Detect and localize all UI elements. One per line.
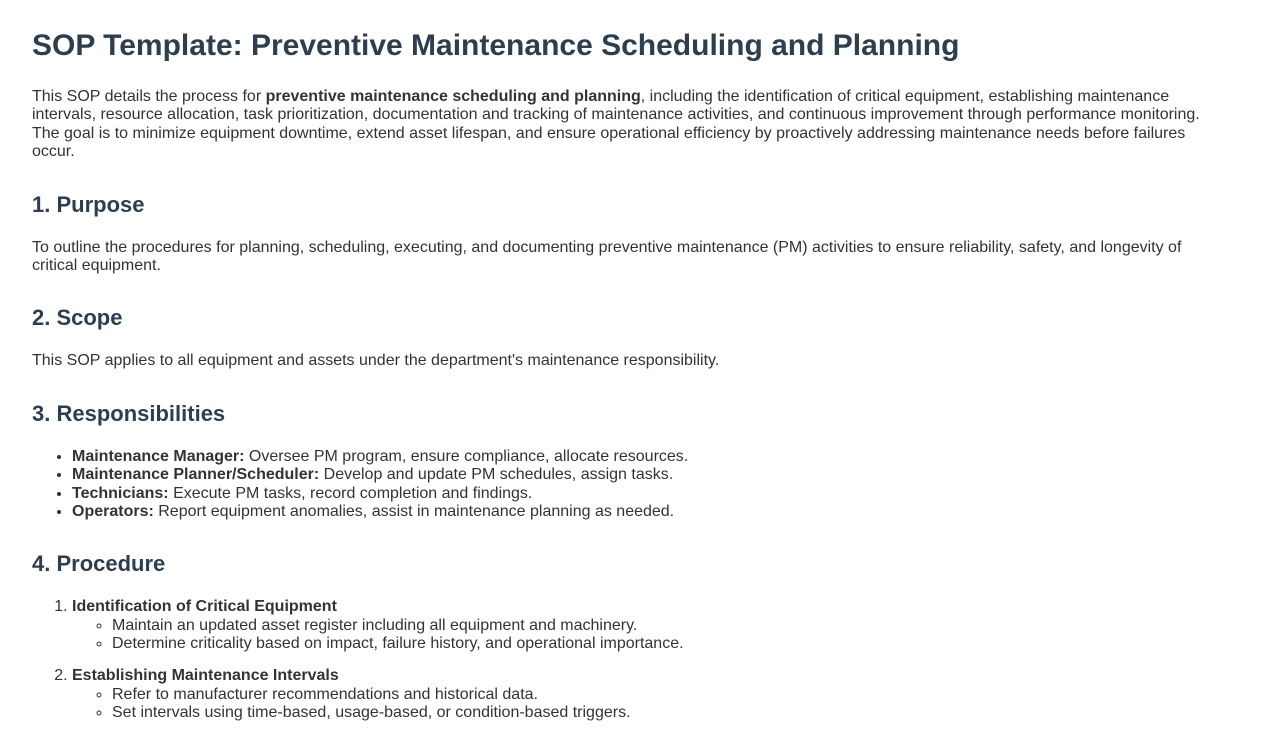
procedure-item-title: Identification of Critical Equipment bbox=[72, 598, 337, 616]
page-title: SOP Template: Preventive Maintenance Scheduling and Planning bbox=[32, 29, 960, 62]
procedure-sublist bbox=[72, 686, 1231, 723]
responsibilities-list bbox=[32, 448, 1231, 522]
procedure-item-title: Establishing Maintenance Intervals bbox=[72, 667, 339, 685]
procedure-substep: ◦ Refer to manufacturer recommendations and historical data. bbox=[112, 686, 1231, 704]
procedure-heading: 4. Procedure bbox=[32, 551, 166, 577]
list-item bbox=[72, 448, 1231, 466]
procedure-substep: ◦ Set intervals using time-based, usage-based, or condition-based triggers. bbox=[112, 704, 1231, 722]
list-item bbox=[72, 485, 1231, 503]
intro-bold-phrase: preventive maintenance scheduling and planning bbox=[265, 88, 641, 105]
procedure-item bbox=[72, 598, 1231, 653]
purpose-paragraph: To outline the procedures for planning, scheduling, executing, and documenting preventive maintenance (PM) activities to ensure reliability, safety, and longevity of critical equipment. bbox=[32, 238, 1182, 274]
responsibility-label: Maintenance Manager: bbox=[72, 447, 245, 465]
scope-heading: 2. Scope bbox=[32, 305, 123, 331]
procedure-sublist bbox=[72, 617, 1231, 654]
responsibility-label: Technicians: bbox=[72, 484, 169, 502]
responsibility-text: Develop and update PM schedules, assign tasks. bbox=[319, 466, 674, 484]
procedure-substep: ◦ Determine criticality based on impact, failure history, and operational importance. bbox=[112, 635, 1231, 653]
procedure-substep: ◦ Maintain an updated asset register including all equipment and machinery. bbox=[112, 617, 1231, 635]
responsibility-label: Maintenance Planner/Scheduler: bbox=[72, 466, 320, 484]
list-item bbox=[72, 466, 1231, 484]
sop-document bbox=[0, 28, 1263, 723]
responsibility-label: Operators: bbox=[72, 502, 154, 520]
responsibility-text: Report equipment anomalies, assist in maintenance planning as needed. bbox=[153, 502, 675, 520]
intro-paragraph bbox=[32, 88, 1231, 162]
list-item bbox=[72, 503, 1231, 521]
purpose-heading: 1. Purpose bbox=[32, 191, 145, 217]
intro-text-after: , including the identification of critical equipment, establishing maintenance intervals, resource allocation, task prioritization, documentation and tracking of maintenance activities, and continuous improvement through performance monitoring. The goal is to minimize equipment downtime, extend asset lifespan, and ensure operational efficiency by proactively addressing maintenance needs before failures occur. bbox=[32, 88, 1200, 161]
responsibility-text: Execute PM tasks, record completion and findings. bbox=[168, 484, 533, 502]
intro-text-before: This SOP details the process for bbox=[32, 88, 266, 105]
scope-paragraph: This SOP applies to all equipment and assets under the department's maintenance responsibility. bbox=[32, 352, 720, 370]
responsibility-text: Oversee PM program, ensure compliance, allocate resources. bbox=[244, 447, 689, 465]
responsibilities-heading: 3. Responsibilities bbox=[32, 400, 226, 426]
procedure-item bbox=[72, 667, 1231, 722]
procedure-list bbox=[32, 598, 1231, 722]
